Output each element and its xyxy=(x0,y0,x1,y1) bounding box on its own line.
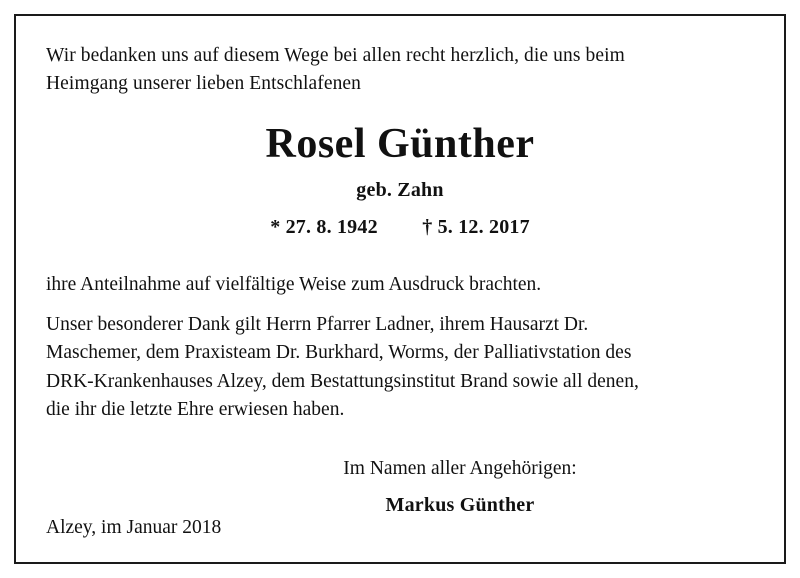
deceased-name: Rosel Günther xyxy=(265,120,535,167)
body-text xyxy=(46,271,754,424)
thanks-line-1: Unser besonderer Dank gilt Herrn Pfarrer Ladner, ihrem Hausarzt Dr. xyxy=(46,313,589,335)
thanks-line-2: Maschemer, dem Praxisteam Dr. Burkhard, Worms, der Palliativstation des xyxy=(46,342,632,364)
intro-line-2: Heimgang unserer lieben Entschlafenen xyxy=(46,73,362,95)
family-signatory-name: Markus Günther xyxy=(385,494,535,517)
thanks-line-3: DRK-Krankenhauses Alzey, dem Bestattungsinstitut Brand sowie all denen, xyxy=(46,370,639,392)
place-and-date: Alzey, im Januar 2018 xyxy=(46,517,222,539)
intro-line-1: Wir bedanken uns auf diesem Wege bei allen recht herzlich, die uns beim xyxy=(46,45,625,66)
death-date: † 5. 12. 2017 xyxy=(422,215,530,238)
notice-frame xyxy=(14,14,786,564)
deceased-block xyxy=(46,121,754,239)
body-line-1: ihre Anteilnahme auf vielfältige Weise zum Ausdruck brachten. xyxy=(46,273,542,295)
maiden-name: geb. Zahn xyxy=(356,178,444,201)
thanks-paragraph xyxy=(46,311,754,424)
thanks-line-4: die ihr die letzte Ehre erwiesen haben. xyxy=(46,398,345,420)
intro-paragraph xyxy=(46,42,754,99)
family-intro: Im Namen aller Angehörigen: xyxy=(343,458,577,480)
birth-date: * 27. 8. 1942 xyxy=(270,215,378,238)
life-dates xyxy=(46,216,754,239)
family-block xyxy=(46,458,754,517)
